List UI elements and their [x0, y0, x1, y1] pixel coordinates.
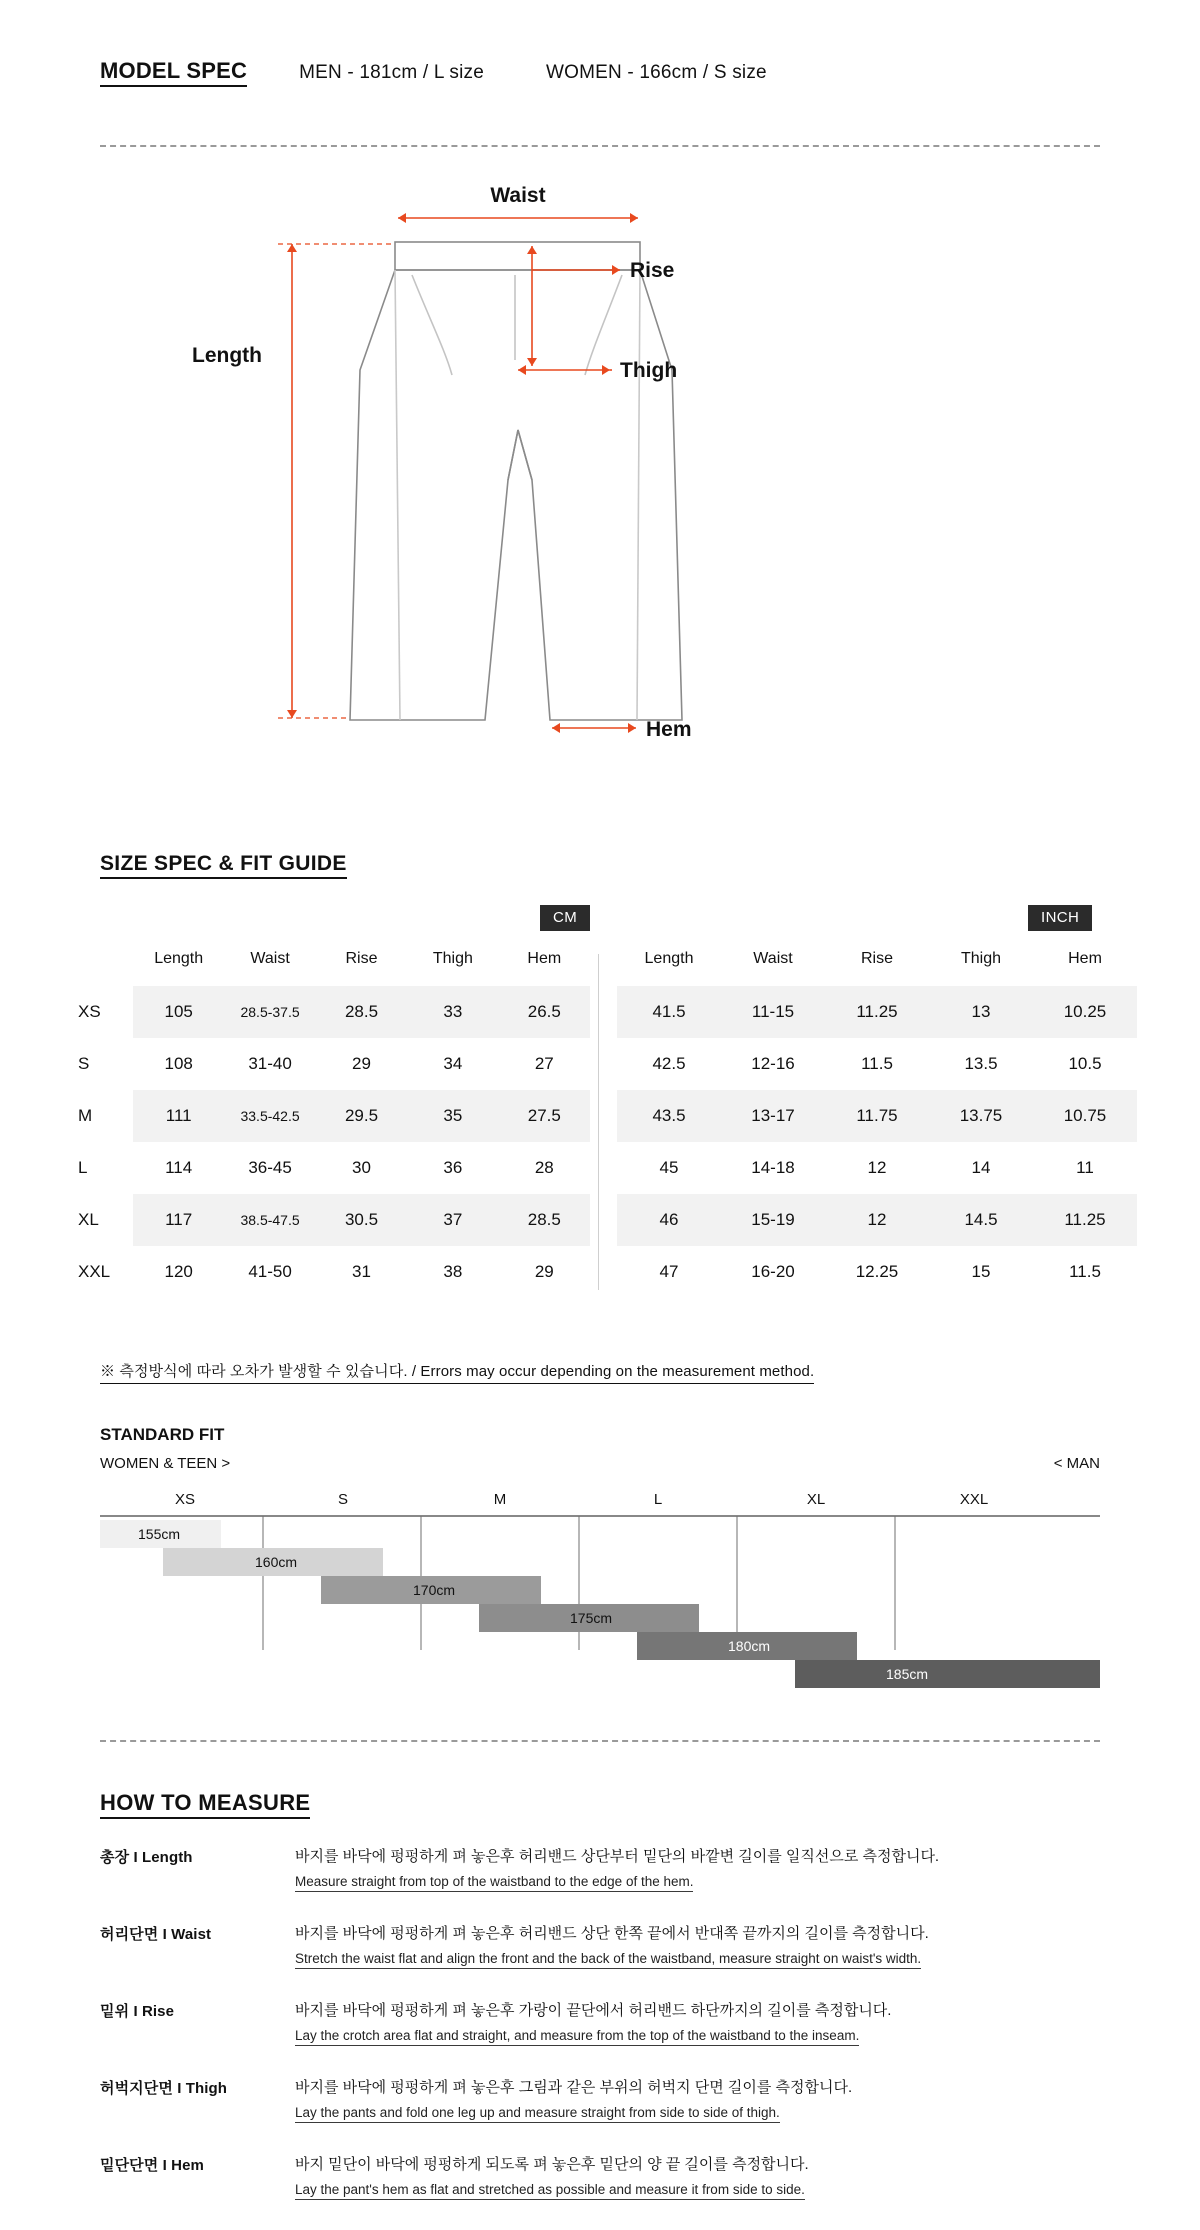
standard-fit-chart	[100, 1490, 1100, 1705]
measure-kr-waist: 바지를 바닥에 펑펑하게 펴 놓은후 허리밴드 상단 한쪽 끝에서 반대쪽 끝까지의 길이를 측정합니다.	[295, 1925, 929, 1942]
diagram-label-length: Length	[192, 344, 262, 367]
table-row	[70, 1194, 590, 1246]
table-row	[617, 986, 1137, 1038]
cell-inch-m-hem: 10.75	[1033, 1090, 1137, 1142]
col-header-hem-inch: Hem	[1068, 950, 1102, 967]
fit-axis-l: L	[653, 1491, 663, 1508]
cell-inch-xl-thigh: 14.5	[929, 1194, 1033, 1246]
table-row	[617, 1090, 1137, 1142]
cell-cm-m-waist: 33.5-42.5	[224, 1090, 315, 1142]
cell-inch-s-length: 42.5	[652, 1054, 686, 1073]
cell-inch-m-waist: 13-17	[721, 1090, 825, 1142]
list-item	[100, 1922, 1100, 1969]
cell-cm-xxl-length: 120	[164, 1262, 193, 1281]
size-table-inch	[617, 940, 1137, 1298]
table-row	[617, 1194, 1137, 1246]
cell-cm-m-length: 111	[133, 1090, 224, 1142]
row-size-xl: XL	[78, 1210, 99, 1229]
cell-inch-xl-rise: 12	[825, 1194, 929, 1246]
cell-inch-xs-waist: 11-15	[721, 986, 825, 1038]
diagram-label-hem: Hem	[646, 718, 692, 741]
fit-bar-label-xl: 180cm	[728, 1638, 771, 1654]
col-header-waist: Waist	[250, 950, 290, 967]
cell-cm-xxl-rise: 31	[352, 1262, 371, 1281]
fit-left-label: WOMEN & TEEN >	[100, 1455, 231, 1472]
size-table-cm	[70, 940, 590, 1298]
cell-inch-xl-length: 46	[617, 1194, 721, 1246]
diagram-label-thigh: Thigh	[620, 359, 678, 382]
cell-cm-xl-hem: 28.5	[499, 1194, 590, 1246]
fit-bar-label-m: 170cm	[413, 1582, 456, 1598]
table-header-row-cm	[70, 940, 590, 986]
cell-inch-xxl-hem: 11.5	[1069, 1262, 1101, 1281]
cell-inch-l-hem: 11	[1076, 1158, 1094, 1177]
measure-term-hem: 밑단단면 I Hem	[100, 2157, 204, 2174]
table-row	[70, 986, 590, 1038]
measure-kr-thigh: 바지를 바닥에 펑펑하게 펴 놓은후 그림과 같은 부위의 허벅지 단면 길이를 측정합니다.	[295, 2079, 853, 2096]
model-spec-women: WOMEN - 166cm / S size	[545, 62, 767, 83]
cell-cm-m-rise: 29.5	[316, 1090, 407, 1142]
how-to-measure-list	[100, 1845, 1100, 2230]
measure-desc-waist	[295, 1922, 1100, 1969]
cell-inch-l-waist: 14-18	[751, 1158, 795, 1177]
pants-measurement-diagram	[100, 180, 1100, 800]
cell-cm-s-thigh: 34	[443, 1054, 463, 1073]
measure-kr-rise: 바지를 바닥에 펑펑하게 펴 놓은후 가랑이 끝단에서 허리밴드 하단까지의 길이를 측정합니다.	[295, 2002, 892, 2019]
diagram-label-rise: Rise	[630, 259, 675, 282]
fit-bar-xxl	[795, 1660, 1100, 1688]
fit-bar-label-l: 175cm	[570, 1610, 613, 1626]
col-header-hem: Hem	[527, 950, 562, 967]
fit-axis-s: S	[337, 1491, 349, 1508]
cell-inch-s-hem: 10.5	[1068, 1054, 1102, 1073]
table-header-row-inch	[617, 940, 1137, 986]
cell-inch-s-rise: 11.5	[861, 1054, 893, 1073]
table-row	[70, 1246, 590, 1298]
standard-fit-title: STANDARD FIT	[100, 1425, 225, 1444]
cell-cm-s-length: 108	[164, 1054, 193, 1073]
measure-desc-hem	[295, 2153, 1100, 2200]
how-to-measure-title: HOW TO MEASURE	[100, 1790, 310, 1819]
cell-inch-m-length: 43.5	[617, 1090, 721, 1142]
col-header-length: Length	[154, 950, 204, 967]
measurement-note: ※ 측정방식에 따라 오차가 발생할 수 있습니다. / Errors may occur depending on the measurement method.	[100, 1360, 814, 1384]
cell-cm-xl-waist: 38.5-47.5	[224, 1194, 315, 1246]
cell-cm-xxl-waist: 41-50	[248, 1262, 292, 1281]
cell-cm-l-hem: 28	[534, 1158, 554, 1177]
fit-axis-m: M	[493, 1491, 507, 1508]
col-header-thigh-inch: Thigh	[960, 950, 1002, 967]
cell-cm-l-rise: 30	[352, 1158, 371, 1177]
list-item	[100, 2153, 1100, 2200]
col-header-rise: Rise	[345, 950, 378, 967]
table-row	[617, 1038, 1137, 1090]
measure-kr-length: 바지를 바닥에 펑펑하게 펴 놓은후 허리밴드 상단부터 밑단의 바깥변 길이를 일직선으로 측정합니다.	[295, 1848, 940, 1865]
cell-inch-m-thigh: 13.75	[929, 1090, 1033, 1142]
measure-term-rise: 밑위 I Rise	[100, 2003, 175, 2020]
cell-inch-xs-thigh: 13	[929, 986, 1033, 1038]
divider-mid	[100, 1740, 1100, 1742]
cell-cm-m-hem: 27.5	[499, 1090, 590, 1142]
cell-cm-s-rise: 29	[352, 1054, 371, 1073]
measure-term-waist: 허리단면 I Waist	[100, 1926, 212, 1943]
list-item	[100, 1845, 1100, 1892]
cell-inch-xl-waist: 15-19	[721, 1194, 825, 1246]
fit-axis-xxl: XXL	[959, 1491, 989, 1508]
cell-inch-xs-length: 41.5	[617, 986, 721, 1038]
cell-inch-xxl-waist: 16-20	[751, 1262, 795, 1281]
fit-axis-xl: XL	[806, 1491, 826, 1508]
divider-top	[100, 145, 1100, 147]
cell-inch-xl-hem: 11.25	[1033, 1194, 1137, 1246]
row-size-xs: XS	[78, 1002, 101, 1021]
row-size-xxl: XXL	[78, 1262, 111, 1281]
cell-inch-xxl-thigh: 15	[971, 1262, 991, 1281]
fit-bar-label-s: 160cm	[255, 1554, 298, 1570]
cell-inch-l-length: 45	[659, 1158, 679, 1177]
measure-en-waist: Stretch the waist flat and align the front and the back of the waistband, measure straight on waist's width.	[295, 1951, 921, 1969]
model-spec-title: MODEL SPEC	[100, 58, 247, 87]
cell-inch-xs-rise: 11.25	[825, 986, 929, 1038]
col-header-thigh: Thigh	[432, 950, 473, 967]
measure-term-thigh: 허벅지단면 I Thigh	[100, 2080, 228, 2097]
cell-cm-l-length: 114	[165, 1158, 193, 1177]
cell-cm-xl-length: 117	[133, 1194, 224, 1246]
cell-inch-s-waist: 12-16	[751, 1054, 795, 1073]
cell-inch-xxl-rise: 12.25	[855, 1262, 899, 1281]
measure-en-hem: Lay the pant's hem as flat and stretched as possible and measure it from side to side.	[295, 2182, 805, 2200]
cell-cm-xs-rise: 28.5	[316, 986, 407, 1038]
row-size-s: S	[78, 1054, 90, 1073]
measure-en-thigh: Lay the pants and fold one leg up and measure straight from side to side of thigh.	[295, 2105, 780, 2123]
cell-cm-xl-rise: 30.5	[316, 1194, 407, 1246]
cell-cm-m-thigh: 35	[407, 1090, 498, 1142]
table-row	[617, 1142, 1137, 1194]
size-spec-title: SIZE SPEC & FIT GUIDE	[100, 852, 347, 879]
unit-badge-cm: CM	[540, 905, 590, 931]
cell-cm-s-hem: 27	[534, 1054, 554, 1073]
table-row	[70, 1090, 590, 1142]
diagram-label-waist: Waist	[490, 184, 546, 207]
cell-cm-l-thigh: 36	[443, 1158, 463, 1177]
table-row	[617, 1246, 1137, 1298]
measure-en-length: Measure straight from top of the waistband to the edge of the hem.	[295, 1874, 693, 1892]
col-header-length-inch: Length	[644, 950, 694, 967]
list-item	[100, 1999, 1100, 2046]
cell-cm-xs-waist: 28.5-37.5	[224, 986, 315, 1038]
fit-bar-label-xs: 155cm	[138, 1526, 181, 1542]
measure-desc-thigh	[295, 2076, 1100, 2123]
measure-kr-hem: 바지 밑단이 바닥에 펑펑하게 되도록 펴 놓은후 밑단의 양 끝 길이를 측정합니다.	[295, 2156, 809, 2173]
cell-cm-xl-thigh: 37	[407, 1194, 498, 1246]
cell-inch-s-thigh: 13.5	[964, 1054, 998, 1073]
model-spec-men: MEN - 181cm / L size	[299, 62, 484, 83]
row-size-l: L	[78, 1158, 88, 1177]
cell-inch-xxl-length: 47	[659, 1262, 679, 1281]
cell-cm-xxl-thigh: 38	[443, 1262, 463, 1281]
cell-cm-xs-length: 105	[133, 986, 224, 1038]
measure-term-length: 총장 I Length	[100, 1849, 193, 1866]
fit-bar-label-xxl: 185cm	[886, 1666, 929, 1682]
row-size-m: M	[78, 1106, 93, 1125]
measure-en-rise: Lay the crotch area flat and straight, and measure from the top of the waistband to the inseam.	[295, 2028, 859, 2046]
col-header-rise-inch: Rise	[860, 950, 893, 967]
list-item	[100, 2076, 1100, 2123]
table-corner-cell	[70, 940, 133, 986]
measure-desc-length	[295, 1845, 1100, 1892]
measure-desc-rise	[295, 1999, 1100, 2046]
cell-cm-xxl-hem: 29	[534, 1262, 554, 1281]
unit-badge-inch: INCH	[1028, 905, 1092, 931]
model-spec-section	[100, 58, 767, 87]
table-row	[70, 1038, 590, 1090]
col-header-waist-inch: Waist	[753, 950, 793, 967]
cell-cm-l-waist: 36-45	[248, 1158, 292, 1177]
cell-inch-xs-hem: 10.25	[1033, 986, 1137, 1038]
cell-inch-l-rise: 12	[867, 1158, 887, 1177]
cell-cm-xs-thigh: 33	[407, 986, 498, 1038]
size-tables	[70, 940, 1140, 1298]
fit-right-label: < MAN	[1053, 1455, 1100, 1472]
table-divider	[598, 954, 599, 1290]
cell-inch-l-thigh: 14	[971, 1158, 991, 1177]
fit-axis-xs: XS	[174, 1491, 196, 1508]
cell-inch-m-rise: 11.75	[825, 1090, 929, 1142]
table-row	[70, 1142, 590, 1194]
cell-cm-s-waist: 31-40	[248, 1054, 292, 1073]
cell-cm-xs-hem: 26.5	[499, 986, 590, 1038]
